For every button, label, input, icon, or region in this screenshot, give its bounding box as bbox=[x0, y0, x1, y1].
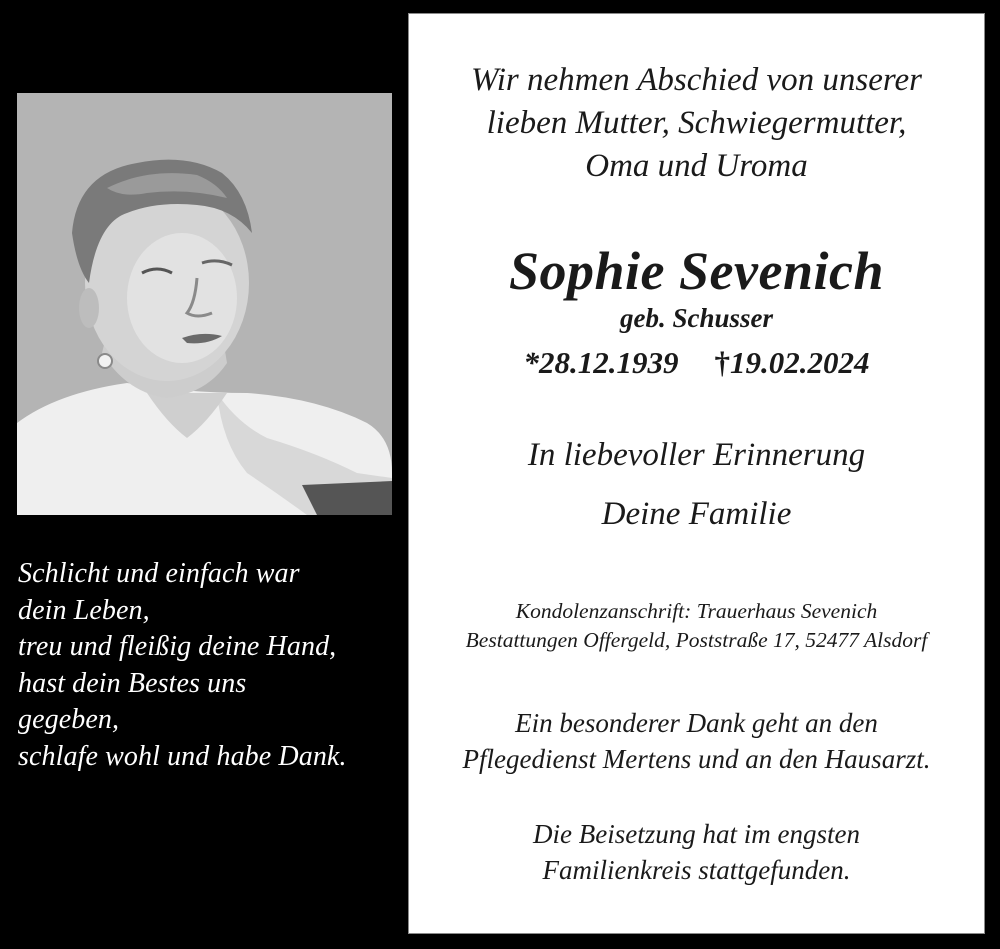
intro-line: Wir nehmen Abschied von unserer bbox=[471, 62, 922, 98]
deceased-name: Sophie Sevenich bbox=[508, 241, 884, 301]
thanks-note bbox=[408, 705, 985, 777]
cross-icon: † bbox=[714, 345, 730, 380]
condolence-line: Kondolenzanschrift: Trauerhaus Sevenich bbox=[515, 599, 878, 623]
notice-text-panel bbox=[408, 13, 985, 934]
intro-line: lieben Mutter, Schwiegermutter, bbox=[486, 105, 907, 141]
thanks-line: Pflegedienst Mertens und an den Hausarzt. bbox=[462, 744, 931, 774]
farewell-intro bbox=[408, 59, 985, 188]
life-dates bbox=[408, 343, 985, 383]
maiden-name: geb. Schusser bbox=[619, 303, 774, 333]
burial-line: Familienkreis stattgefunden. bbox=[542, 855, 851, 885]
poem-line: schlafe wohl und habe Dank. bbox=[18, 740, 347, 772]
portrait-photo bbox=[17, 93, 392, 515]
condolence-line: Bestattungen Offergeld, Poststraße 17, 52477 Alsdorf bbox=[465, 628, 928, 652]
burial-note bbox=[408, 816, 985, 888]
portrait-image bbox=[17, 93, 392, 515]
poem-line: treu und fleißig deine Hand, bbox=[18, 631, 337, 662]
birth-date: *28.12.1939 bbox=[523, 345, 679, 380]
poem-line: gegeben, bbox=[18, 704, 120, 735]
family-signature: Deine Familie bbox=[601, 496, 792, 532]
burial-line: Die Beisetzung hat im engsten bbox=[533, 819, 860, 849]
intro-line: Oma und Uroma bbox=[585, 148, 808, 184]
memorial-poem bbox=[18, 556, 408, 775]
memory-line: In liebevoller Erinnerung bbox=[527, 437, 866, 473]
death-date: 19.02.2024 bbox=[730, 345, 870, 380]
condolence-address bbox=[408, 597, 985, 655]
poem-line: Schlicht und einfach war bbox=[18, 558, 300, 589]
thanks-line: Ein besonderer Dank geht an den bbox=[515, 708, 878, 738]
poem-line: dein Leben, bbox=[18, 594, 150, 626]
poem-line: hast dein Bestes uns bbox=[18, 667, 247, 699]
